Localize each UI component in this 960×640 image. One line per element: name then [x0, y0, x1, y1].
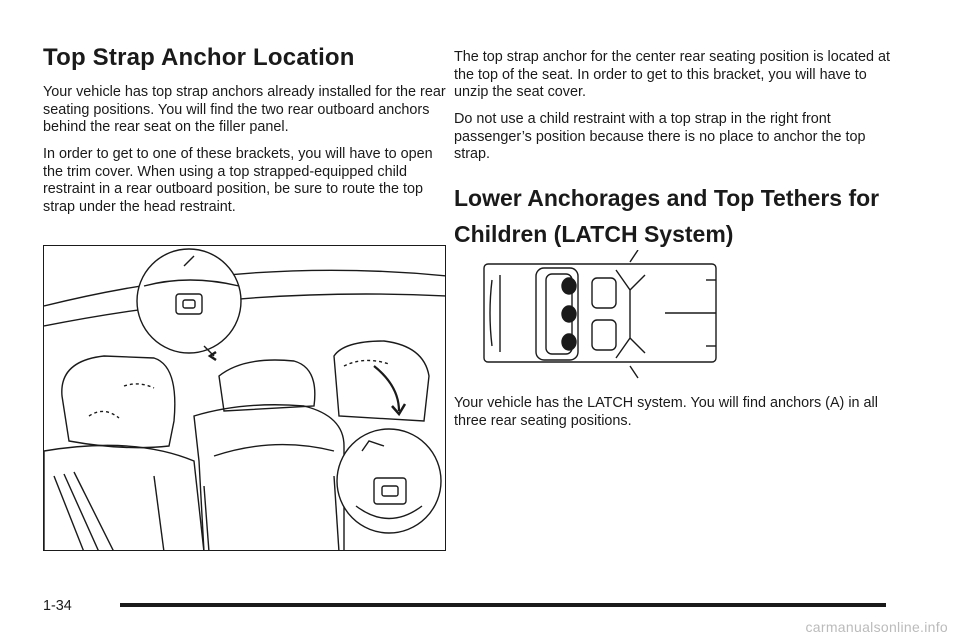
paragraph-open-trim-cover: In order to get to one of these brackets, you will have to open the trim cover. When using a top strapped-equipped child restraint in a rear outboard position, be sure to route the top strap under the head restraint.: [43, 146, 433, 215]
section-title-latch: Lower Anchorages and Top Tethers for Children (LATCH System): [454, 185, 880, 247]
seat-back-center: [194, 405, 344, 551]
paragraph-anchors-installed: Your vehicle has top strap anchors already installed for the rear seating positions. You will find the two rear outboard anchors behind the rear seat on the filler panel.: [43, 84, 446, 136]
latch-anchor-left: [562, 278, 576, 294]
section-title-top-strap: Top Strap Anchor Location: [43, 44, 355, 71]
latch-anchor-right: [562, 334, 576, 350]
paragraph-front-passenger-warning: Do not use a child restraint with a top strap in the right front passenger’s position because there is no place to anchor the top strap.: [454, 111, 866, 163]
watermark-link[interactable]: carmanualsonline.info: [805, 619, 948, 635]
left-head-restraint: [62, 356, 175, 448]
top-zoom-callout: [137, 249, 241, 360]
latch-vehicle-diagram: [480, 250, 720, 380]
latch-anchor-center: [562, 306, 576, 322]
footer-rule: [120, 603, 886, 607]
paragraph-latch-anchors: Your vehicle has the LATCH system. You will find anchors (A) in all three rear seating positions.: [454, 395, 878, 429]
rear-seat-illustration: [43, 245, 446, 551]
bottom-zoom-callout: [337, 366, 441, 533]
seat-back-left: [44, 445, 204, 551]
page-number: 1-34: [43, 598, 72, 614]
paragraph-center-anchor: The top strap anchor for the center rear seating position is located at the top of the seat. In order to get to this bracket, you will have to unzip the seat cover.: [454, 49, 890, 101]
